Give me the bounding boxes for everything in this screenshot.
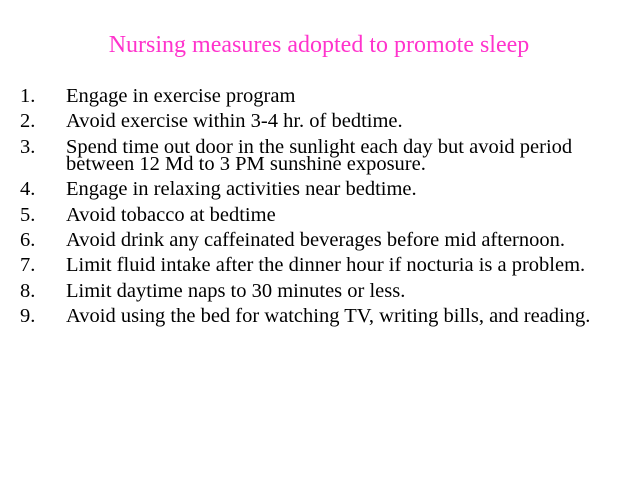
- item-number: 1.: [20, 85, 36, 107]
- list-item: [20, 110, 620, 133]
- item-number: 7.: [20, 254, 36, 277]
- numbered-list: [20, 85, 620, 334]
- list-item: [20, 203, 620, 226]
- item-number: 6.: [20, 228, 36, 251]
- item-text: Limit daytime naps to 30 minutes or less.: [66, 279, 406, 302]
- list-item: [20, 279, 620, 302]
- item-text: Limit fluid intake after the dinner hour if nocturia is a problem.: [66, 254, 586, 277]
- list-item: [20, 228, 620, 251]
- list-item: [20, 178, 620, 201]
- item-number: 4.: [20, 178, 36, 201]
- list-item: [20, 305, 620, 328]
- item-text: Avoid using the bed for watching TV, writing bills, and reading.: [66, 305, 591, 328]
- item-text: Engage in relaxing activities near bedtime.: [66, 178, 417, 201]
- item-text: Engage in exercise program: [66, 85, 296, 107]
- item-text: Avoid tobacco at bedtime: [66, 203, 276, 226]
- item-text: Spend time out door in the sunlight each day but avoid period between 12 Md to 3 PM sunshine exposure.: [66, 135, 573, 175]
- item-number: 3.: [20, 135, 36, 158]
- list-item: [20, 254, 620, 277]
- item-number: 5.: [20, 203, 36, 226]
- list-item: [20, 85, 620, 107]
- item-number: 2.: [20, 110, 36, 133]
- item-text: Avoid drink any caffeinated beverages before mid afternoon.: [66, 228, 566, 251]
- list-item: [20, 135, 620, 175]
- item-text: Avoid exercise within 3-4 hr. of bedtime.: [66, 110, 403, 133]
- slide-title: Nursing measures adopted to promote sleep: [108, 32, 530, 58]
- item-number: 8.: [20, 279, 36, 302]
- item-number: 9.: [20, 305, 36, 328]
